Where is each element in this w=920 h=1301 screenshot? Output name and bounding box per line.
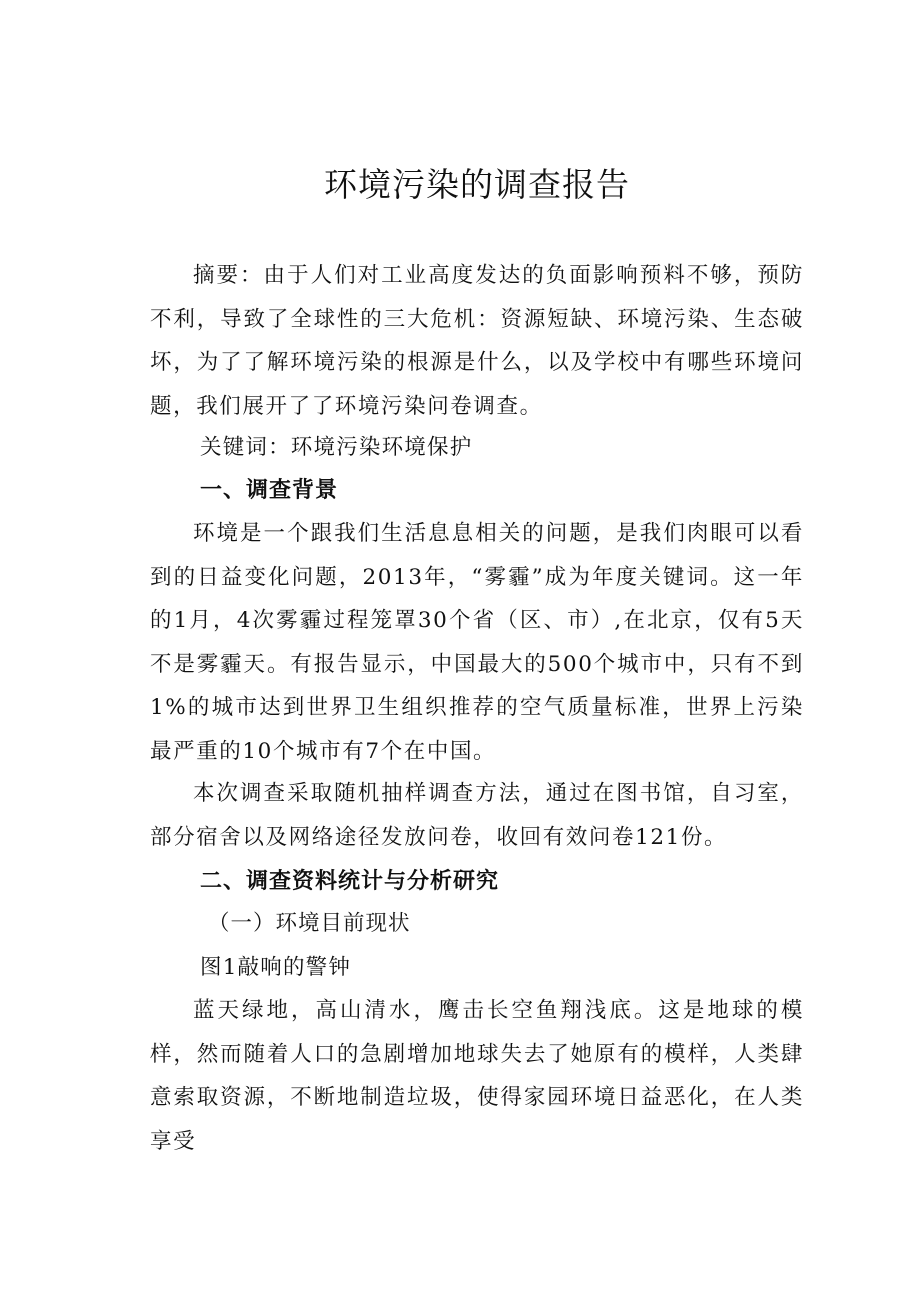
current-status-paragraph: 蓝天绿地，高山清水，鹰击长空鱼翔浅底。这是地球的模样，然而随着人口的急剧增加地球失去了她原有的模样，人类肆意索取资源，不断地制造垃圾，使得家园环境日益恶化，在人类享受 — [150, 998, 804, 1154]
section-heading-background: 一、调查背景 — [200, 478, 339, 503]
subsection-heading-current-status: （一）环境目前现状 — [208, 911, 411, 936]
section-heading-statistics: 二、调查资料统计与分析研究 — [200, 869, 500, 894]
abstract-paragraph: 摘要：由于人们对工业高度发达的负面影响预料不够，预防不利，导致了全球性的三大危机：资源短缺、环境污染、生态破坏，为了了解环境污染的根源是什么，以及学校中有哪些环境问题，我们展开了了环境污染问卷调查。 — [150, 263, 804, 419]
background-paragraph: 环境是一个跟我们生活息息相关的问题，是我们肉眼可以看到的日益变化问题，2013年，“雾霾”成为年度关键词。这一年的1月，4次雾霾过程笼罩30个省（区、市）,在北京，仅有5天不是雾霾天。有报告显示，中国最大的500个城市中，只有不到1%的城市达到世界卫生组织推荐的空气质量标准，世界上污染最严重的10个城市有7个在中国。 — [150, 521, 804, 764]
keywords-line: 关键词：环境污染环境保护 — [200, 435, 473, 460]
document-title: 环境污染的调查报告 — [324, 165, 630, 204]
figure-caption: 图1敲响的警钟 — [200, 955, 352, 980]
survey-method-paragraph: 本次调查采取随机抽样调查方法，通过在图书馆，自习室，部分宿舍以及网络途径发放问卷，收回有效问卷121份。 — [150, 781, 804, 850]
